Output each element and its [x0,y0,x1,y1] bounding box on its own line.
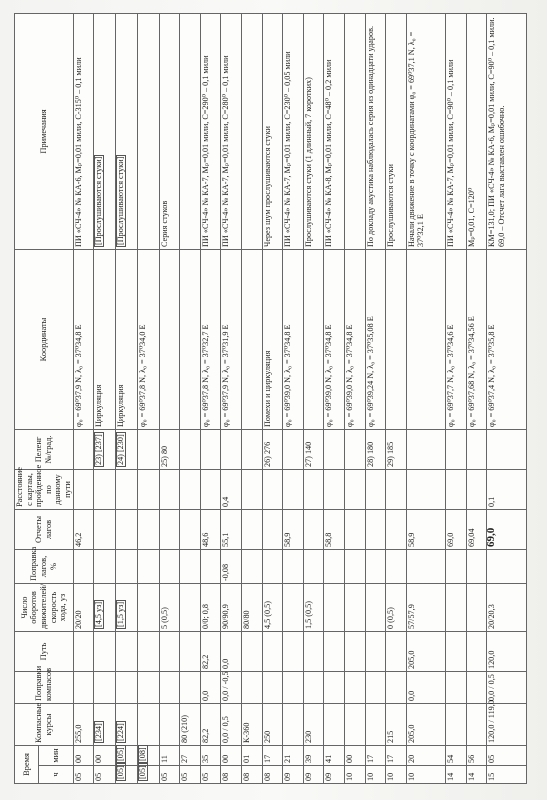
compass-correction-cell: 0,0 [406,672,445,704]
log-correction-cell [180,550,201,584]
speed-cell: 0 (0,5) [386,584,407,632]
path-cell [303,632,324,672]
hour-cell: 14 [466,766,487,784]
minute-cell: [08] [137,746,159,766]
course-cell: 255,0 [73,704,94,746]
distance-cell [137,470,159,510]
log-reading-cell [115,510,137,550]
table-row [345,14,366,784]
distance-cell [365,470,386,510]
hour-cell: 08 [241,766,262,784]
distance-cell [303,470,324,510]
course-cell [466,704,487,746]
hour-cell: 10 [345,766,366,784]
note-cell: По докладу акустика наблюдалась серия из одинадцати ударов. [365,14,386,250]
course-cell: 215 [386,704,407,746]
log-correction-cell [73,550,94,584]
note-cell [241,14,262,250]
coordinates-cell [303,250,324,430]
course-cell [324,704,345,746]
hour-cell: 05 [200,766,221,784]
coordinates-cell: φ₀ = 69⁰37,4 N, λ₀ = 37⁰35,8 E [487,250,526,430]
note-cell: ПИ «СЧ-4» № КА-7, Mₚ=0,01 мили, С=230⁰ – 0,05 мили [283,14,304,250]
table-row [406,14,445,784]
course-cell [365,704,386,746]
compass-correction-cell [159,672,180,704]
bearing-cell [241,430,262,470]
speed-cell: 90/90,9 [221,584,242,632]
hour-cell: 15 [487,766,526,784]
header-distance: Расстояние с картаы, пройденное по данному пути [15,470,74,510]
minute-cell: 21 [283,746,304,766]
note-cell [137,14,159,250]
log-correction-cell [406,550,445,584]
course-cell: 205,0 [406,704,445,746]
minute-cell: 17 [262,746,283,766]
table-row [303,14,324,784]
course-cell: 230 [303,704,324,746]
minute-cell: 39 [303,746,324,766]
log-correction-cell [283,550,304,584]
bearing-cell [221,430,242,470]
bearing-cell [180,430,201,470]
path-cell [283,632,304,672]
compass-correction-cell [73,672,94,704]
compass-correction-cell [365,672,386,704]
note-cell: ПИ «СЧ-4» № КА-7, Mₚ=0,01 мили, С=280⁰ – 0,1 мили [221,14,242,250]
speed-cell: 80/80 [241,584,262,632]
course-cell: [234] [94,704,116,746]
table-row [365,14,386,784]
minute-cell: 41 [324,746,345,766]
hour-cell: 14 [446,766,467,784]
note-cell: Прослушиваются стуки (1 длинный, 7 коротких) [303,14,324,250]
bearing-cell: 27) 140 [303,430,324,470]
minute-cell: 17 [365,746,386,766]
table-row [94,14,116,784]
coordinates-cell: φ₀ = 69⁰37,9 N, λ₀ = 37⁰34,8 E [73,250,94,430]
distance-cell: 0,1 [487,470,526,510]
log-reading-cell [345,510,366,550]
bearing-cell [487,430,526,470]
coordinates-cell: φ₀ = 69⁰39,0 N, λ₀ = 37⁰34,8 E [345,250,366,430]
table-row [159,14,180,784]
note-cell [180,14,201,250]
note-cell: ПИ «СЧ-4» № КА-6, Mₚ=0,01 мили, С-315⁰ – 0,1 мили [73,14,94,250]
compass-correction-cell [94,672,116,704]
table-row [241,14,262,784]
path-cell [345,632,366,672]
navigation-log-table [14,13,527,784]
compass-correction-cell [466,672,487,704]
header-time: Время [15,746,39,784]
speed-cell [446,584,467,632]
course-cell [283,704,304,746]
log-reading-cell [262,510,283,550]
note-cell: ПИ «СЧ-4» № КА-8, Mₚ=0,01 мили, С=48⁰ – 0,2 мили [324,14,345,250]
path-cell: 120,0 [487,632,526,672]
hour-cell: 10 [406,766,445,784]
note-cell: Через шум прослушиваются стуки [262,14,283,250]
hour-cell: 05 [94,766,116,784]
log-correction-cell [262,550,283,584]
log-reading-cell: 55,1 [221,510,242,550]
bearing-cell [73,430,94,470]
header-hours: ч [39,766,73,784]
course-cell [159,704,180,746]
coordinates-cell [406,250,445,430]
path-cell [446,632,467,672]
course-cell: 82,2 [200,704,221,746]
path-cell [159,632,180,672]
path-cell: 205,0 [406,632,445,672]
table-row [487,14,526,784]
hour-cell: 10 [365,766,386,784]
hour-cell: 05 [73,766,94,784]
header-coordinates: Координаты [15,250,74,430]
header-row-top [15,14,39,784]
header-compass-corrections: Поправки компасов [15,672,74,704]
hour-cell: 05 [159,766,180,784]
header-log-correction: Поправка лагов, % [15,550,74,584]
bearing-cell: 26) 276 [262,430,283,470]
table-row [137,14,159,784]
coordinates-cell: Циркуляция [94,250,116,430]
log-reading-cell: 58,8 [324,510,345,550]
header-rpm-speed: Число оборотов движителей/ скорость хода, уз [15,584,74,632]
minute-cell: 35 [200,746,221,766]
speed-cell: [4,5 уз] [94,584,116,632]
distance-cell [73,470,94,510]
coordinates-cell: φ₀ = 69⁰37,68 N, λ₀ = 37⁰34,56 E [466,250,487,430]
log-reading-cell [94,510,116,550]
note-cell: [Прослушиваются стуки] [115,14,137,250]
log-reading-cell [386,510,407,550]
hour-cell: [05] [137,766,159,784]
note-cell: КМ=131,0; ПИ «СЧ-4» № КА-6, Mₚ=0,01 мили, С=90⁰ – 0,1 мили. 69,0 – Отсчет лага выставлен ошибочно. [487,14,526,250]
minute-cell: 17 [386,746,407,766]
speed-cell [180,584,201,632]
minute-cell: 56 [466,746,487,766]
header-notes: Примечания [15,14,74,250]
log-reading-cell [365,510,386,550]
distance-cell [406,470,445,510]
log-correction-cell [466,550,487,584]
path-cell [180,632,201,672]
compass-correction-cell [324,672,345,704]
hour-cell: 08 [221,766,242,784]
speed-cell [324,584,345,632]
hour-cell: 08 [262,766,283,784]
distance-cell [345,470,366,510]
hour-cell: [05] [115,766,137,784]
note-cell: Серия стуков [159,14,180,250]
hour-cell: 05 [180,766,201,784]
speed-cell [466,584,487,632]
note-cell: ПИ «СЧ-4» № КА-7, Mₚ=0,01 мили, С=90⁰ – 0,1 мили [446,14,467,250]
coordinates-cell: φ₀ = 69⁰37,9 N, λ₀ = 37⁰31,9 E [221,250,242,430]
table-row [180,14,201,784]
distance-cell [115,470,137,510]
distance-cell: 0,4 [221,470,242,510]
minute-cell: 00 [73,746,94,766]
path-cell [73,632,94,672]
compass-correction-cell [446,672,467,704]
distance-cell [200,470,221,510]
header-compass-courses: Компасные курсы [15,704,74,746]
minute-cell: 27 [180,746,201,766]
log-reading-cell [159,510,180,550]
distance-cell [446,470,467,510]
log-correction-cell [365,550,386,584]
compass-correction-cell [180,672,201,704]
hour-cell: 10 [386,766,407,784]
path-cell [466,632,487,672]
course-cell [345,704,366,746]
speed-cell: 4,5 (0,5) [262,584,283,632]
course-cell [137,704,159,746]
header-minutes: мин [39,746,73,766]
coordinates-cell [241,250,262,430]
log-reading-cell: 58,9 [406,510,445,550]
speed-cell: 20/20,3 [487,584,526,632]
bearing-cell [283,430,304,470]
path-cell [324,632,345,672]
log-body [73,14,526,784]
bearing-cell [446,430,467,470]
bearing-cell [466,430,487,470]
log-correction-cell [446,550,467,584]
coordinates-cell: Помехи и циркуляция [262,250,283,430]
coordinates-cell: φ₀ = 69⁰37,8 N, λ₀ = 37⁰34,0 E [137,250,159,430]
minute-cell: 00 [345,746,366,766]
minute-cell: 01 [241,746,262,766]
course-cell [446,704,467,746]
bearing-cell [406,430,445,470]
path-cell [365,632,386,672]
speed-cell: 20/20 [73,584,94,632]
note-cell: Прослушиваются стуки [386,14,407,250]
bearing-cell [137,430,159,470]
speed-cell: 1,5 (0,5) [303,584,324,632]
bearing-cell: 28) 180 [365,430,386,470]
coordinates-cell: φ₀ = 69⁰37,8 N, λ₀ = 37⁰32,7 E [200,250,221,430]
hour-cell: 09 [283,766,304,784]
coordinates-cell: φ₀ = 69⁰39,0 N, λ₀ = 37⁰34,8 E [283,250,304,430]
course-cell: 80 (210) [180,704,201,746]
table-row [283,14,304,784]
log-correction-cell [159,550,180,584]
log-reading-cell: 48,6 [200,510,221,550]
log-reading-cell: 69,0 [446,510,467,550]
table-row [200,14,221,784]
table-row [466,14,487,784]
bearing-cell [345,430,366,470]
path-cell [241,632,262,672]
header-log-readings: Отчеты лагов [15,510,74,550]
log-correction-cell [137,550,159,584]
hour-cell: 09 [324,766,345,784]
speed-cell [137,584,159,632]
minute-cell: 54 [446,746,467,766]
header-path: Путь [15,632,74,672]
note-cell: [Прослушиваются стуки] [94,14,116,250]
minute-cell: 05 [487,746,526,766]
coordinates-cell: φ₀ = 69⁰37,7 N, λ₀ = 37⁰34,6 E [446,250,467,430]
distance-cell [159,470,180,510]
speed-cell: [1,5 уз] [115,584,137,632]
bearing-cell: 25) 80 [159,430,180,470]
coordinates-cell [159,250,180,430]
course-cell: 120,0 / 119,0 [487,704,526,746]
header-bearing: Пеленг №/град. [15,430,74,470]
compass-correction-cell [115,672,137,704]
path-cell [386,632,407,672]
path-cell [262,632,283,672]
note-cell: ПИ «СЧ-4» № КА-7, Mₚ=0,01 мили, С=290⁰ – 0,1 мили [200,14,221,250]
table-row [73,14,94,784]
distance-cell [262,470,283,510]
log-correction-cell: -0,08 [221,550,242,584]
minute-cell: [05] [115,746,137,766]
path-cell: 82,2 [200,632,221,672]
distance-cell [386,470,407,510]
compass-correction-cell [137,672,159,704]
minute-cell: 00 [221,746,242,766]
speed-cell [365,584,386,632]
bearing-cell: 24) [230] [115,430,137,470]
distance-cell [94,470,116,510]
speed-cell [345,584,366,632]
log-correction-cell [94,550,116,584]
compass-correction-cell: 0,0 / -0,5 [221,672,242,704]
distance-cell [241,470,262,510]
log-reading-cell [303,510,324,550]
compass-correction-cell [262,672,283,704]
log-reading-cell [180,510,201,550]
speed-cell [283,584,304,632]
path-cell [115,632,137,672]
distance-cell [466,470,487,510]
path-cell: 0,0 [221,632,242,672]
log-reading-cell [241,510,262,550]
coordinates-cell: Циркуляция [115,250,137,430]
compass-correction-cell [283,672,304,704]
compass-correction-cell [241,672,262,704]
coordinates-cell [180,250,201,430]
table-row [221,14,242,784]
log-reading-cell: 58,9 [283,510,304,550]
compass-correction-cell: 0,0 [200,672,221,704]
table-row [324,14,345,784]
note-cell: Mₚ=0,01, С=120⁰ [466,14,487,250]
hour-cell: 09 [303,766,324,784]
table-row [115,14,137,784]
log-correction-cell [487,550,526,584]
log-reading-cell: 46,2 [73,510,94,550]
note-cell: Начали движение в точку с координатами φ₀ = 69⁰37,1 N, λ₀ = 37⁰32,1 E [406,14,445,250]
minute-cell: 11 [159,746,180,766]
bearing-cell [324,430,345,470]
compass-correction-cell [345,672,366,704]
bearing-cell: 23) [237] [94,430,116,470]
compass-correction-cell [386,672,407,704]
minute-cell: 20 [406,746,445,766]
distance-cell [180,470,201,510]
log-correction-cell [241,550,262,584]
course-cell: 0,0 / 0,5 [221,704,242,746]
path-cell [94,632,116,672]
speed-cell: 57/57,9 [406,584,445,632]
course-cell: [224] [115,704,137,746]
log-reading-cell: 69,0 [487,510,526,550]
compass-correction-cell: 0,0 / 0,5 [487,672,526,704]
table-row [386,14,407,784]
speed-cell: 5 (0,5) [159,584,180,632]
log-correction-cell [200,550,221,584]
log-correction-cell [324,550,345,584]
log-correction-cell [303,550,324,584]
bearing-cell: 29) 185 [386,430,407,470]
distance-cell [283,470,304,510]
table-row [262,14,283,784]
coordinates-cell: φ₀ = 69⁰39,24 N, λ₀ = 37⁰35,08 E [365,250,386,430]
course-cell: 250 [262,704,283,746]
bearing-cell [200,430,221,470]
course-cell: К-360 [241,704,262,746]
note-cell [345,14,366,250]
log-reading-cell: 69,04 [466,510,487,550]
log-reading-cell [137,510,159,550]
coordinates-cell [386,250,407,430]
path-cell [137,632,159,672]
speed-cell: 0/0; 0,8 [200,584,221,632]
distance-cell [324,470,345,510]
log-correction-cell [345,550,366,584]
table-row [446,14,467,784]
minute-cell: 00 [94,746,116,766]
compass-correction-cell [303,672,324,704]
coordinates-cell: φ₀ = 69⁰39,0 N, λ₀ = 37⁰34,8 E [324,250,345,430]
log-correction-cell [386,550,407,584]
log-correction-cell [115,550,137,584]
